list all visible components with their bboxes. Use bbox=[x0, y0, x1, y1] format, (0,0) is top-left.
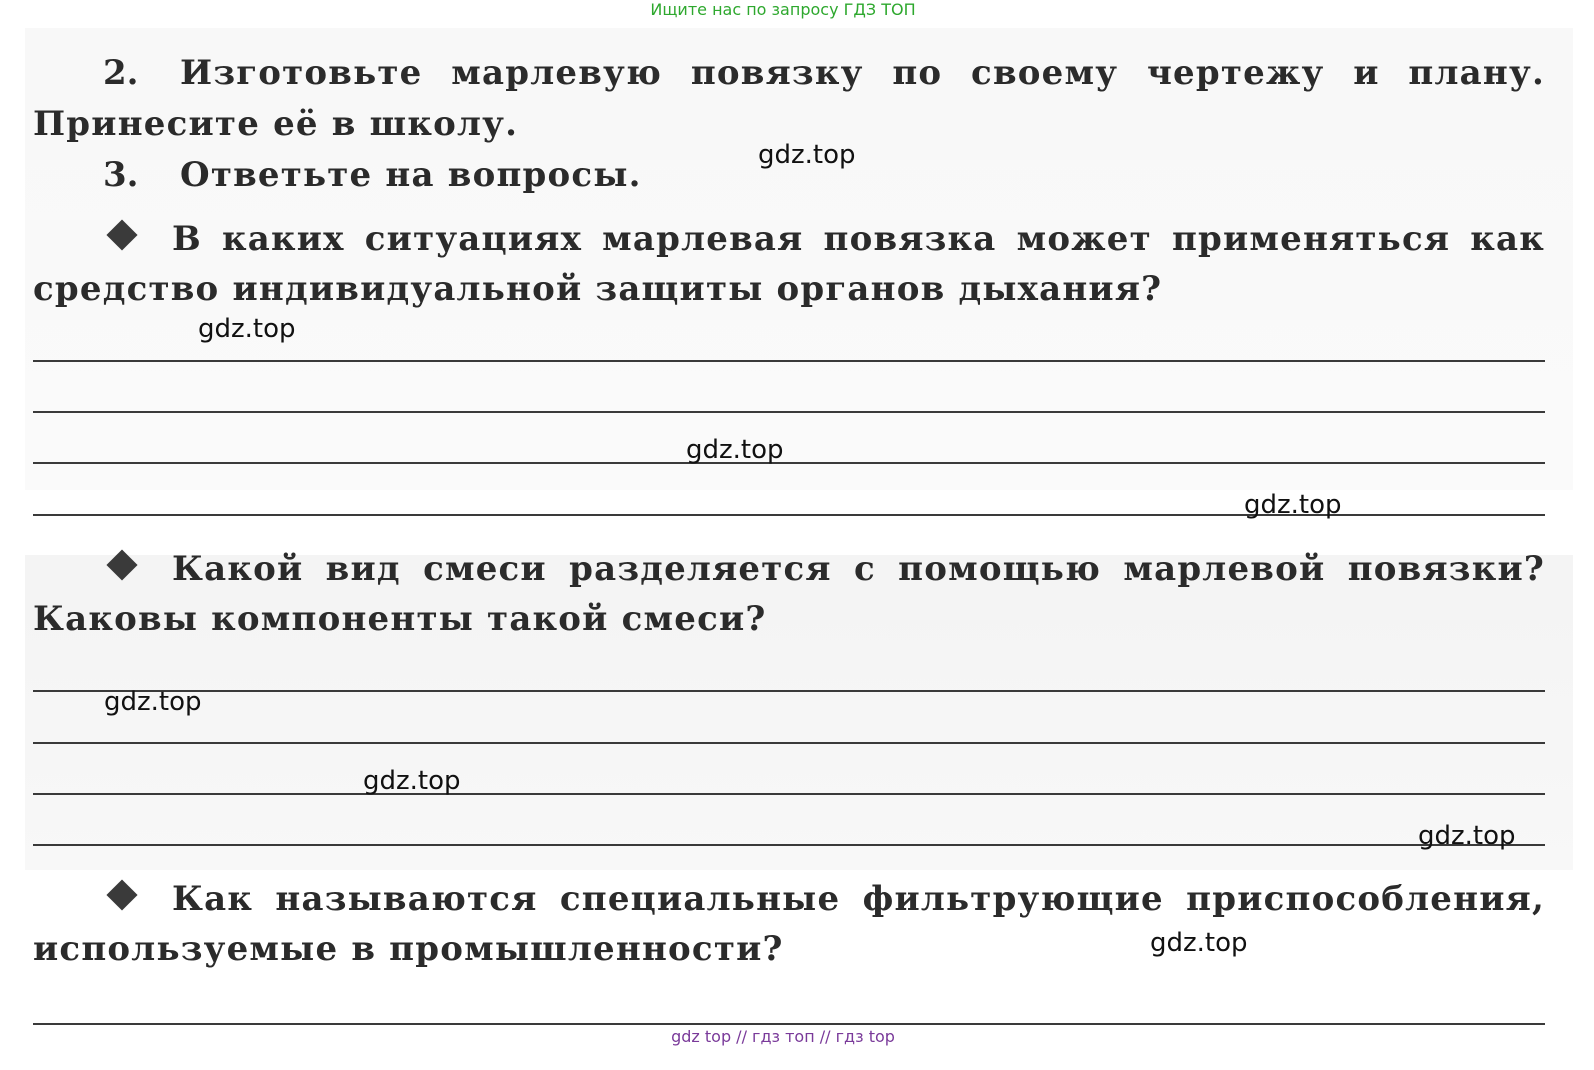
watermark-text: gdz.top bbox=[1418, 821, 1516, 851]
answer-line[interactable] bbox=[33, 1023, 1545, 1025]
answer-line[interactable] bbox=[33, 360, 1545, 362]
question-1-line2: средство индивидуальной защиты органов дыхания? bbox=[33, 269, 1163, 309]
answer-line[interactable] bbox=[33, 742, 1545, 744]
task-2-text-line1: Изготовьте марлевую повязку по своему чертежу и плану. bbox=[180, 53, 1545, 93]
answer-line[interactable] bbox=[33, 690, 1545, 692]
task-3-title: Ответьте на вопросы. bbox=[180, 155, 642, 195]
answer-line[interactable] bbox=[33, 462, 1545, 464]
task-2-text-line2: Принесите её в школу. bbox=[33, 104, 519, 144]
question-2-line2: Каковы компоненты такой смеси? bbox=[33, 599, 767, 639]
task-3-number: 3. bbox=[103, 155, 139, 195]
question-1-line1: В каких ситуациях марлевая повязка может применяться как bbox=[172, 219, 1545, 259]
question-3-line1: Как называются специальные фильтрующие приспособления, bbox=[172, 879, 1545, 919]
answer-line[interactable] bbox=[33, 793, 1545, 795]
question-2-line1: Какой вид смеси разделяется с помощью марлевой повязки? bbox=[172, 549, 1545, 589]
watermark-text: gdz.top bbox=[758, 140, 856, 170]
footer-note: gdz top // гдз топ // гдз top bbox=[671, 1027, 895, 1046]
watermark-text: gdz.top bbox=[198, 314, 296, 344]
bullet-diamond-icon bbox=[106, 879, 137, 910]
header-note: Ищите нас по запросу ГДЗ ТОП bbox=[650, 0, 916, 19]
watermark-text: gdz.top bbox=[1150, 928, 1248, 958]
watermark-text: gdz.top bbox=[363, 766, 461, 796]
answer-line[interactable] bbox=[33, 844, 1545, 846]
task-2-number: 2. bbox=[103, 53, 139, 93]
watermark-text: gdz.top bbox=[104, 687, 202, 717]
answer-line[interactable] bbox=[33, 411, 1545, 413]
question-3-line2: используемые в промышленности? bbox=[33, 929, 784, 969]
watermark-text: gdz.top bbox=[686, 435, 784, 465]
watermark-text: gdz.top bbox=[1244, 490, 1342, 520]
